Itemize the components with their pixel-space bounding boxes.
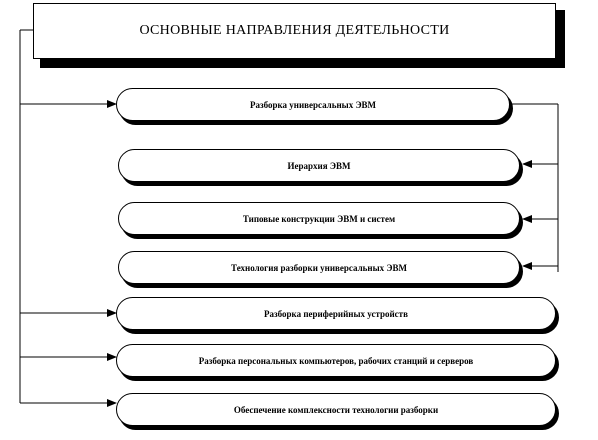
node-peripheral-devices: Разборка периферийных устройств <box>116 297 556 330</box>
node-universal-computers: Разборка универсальных ЭВМ <box>116 88 510 121</box>
node-typical-constructions: Типовые конструкции ЭВМ и систем <box>118 202 520 235</box>
node-disassembly-technology: Технология разборки универсальных ЭВМ <box>118 251 520 284</box>
node-computer-hierarchy: Иерархия ЭВМ <box>118 149 520 182</box>
node-personal-computers: Разборка персональных компьютеров, рабочих станций и серверов <box>116 344 556 377</box>
diagram-title: ОСНОВНЫЕ НАПРАВЛЕНИЯ ДЕЯТЕЛЬНОСТИ <box>33 3 556 59</box>
node-complexity-assurance: Обеспечение комплексности технологии разборки <box>116 393 556 426</box>
